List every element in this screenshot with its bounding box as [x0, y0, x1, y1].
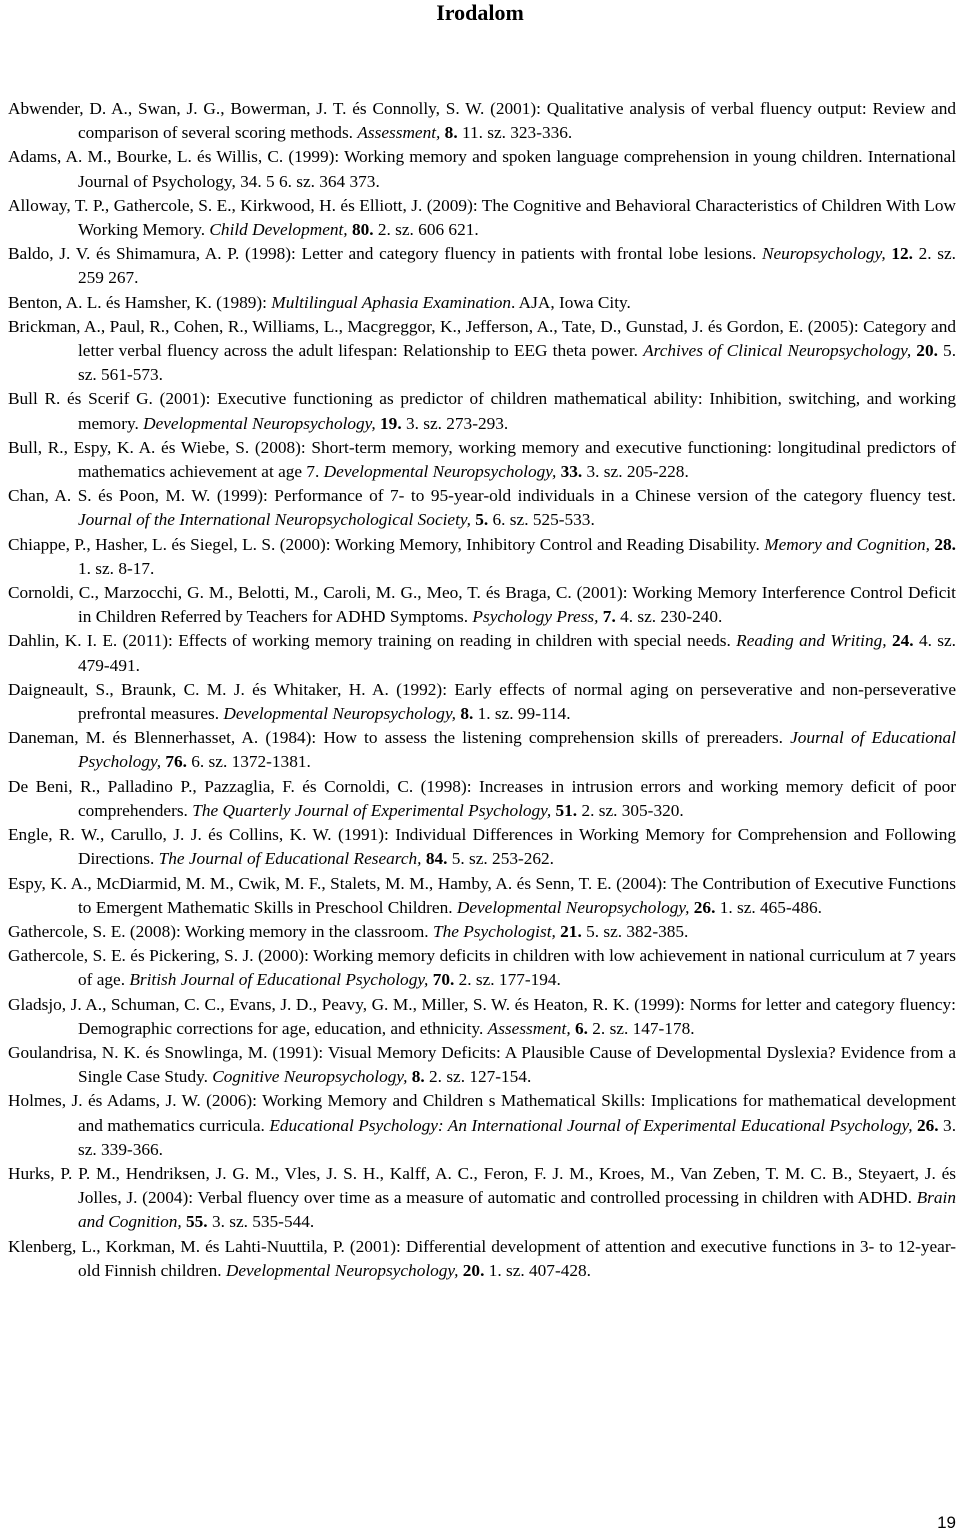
- reference-text: Espy, K. A., McDiarmid, M. M., Cwik, M. F., Stalets, M. M., Hamby, A. és Senn, T. E. (2004): The Contribution of Executive Functions to Emergent Mathematic Skills in Preschool Children.: [8, 873, 956, 917]
- reference-volume: 26.: [689, 897, 716, 917]
- reference-volume: 20.: [911, 341, 938, 361]
- reference-pages: 6. sz. 525-533.: [488, 510, 595, 530]
- reference-pages: 11. sz. 323-336.: [457, 123, 573, 143]
- reference-source: Developmental Neuropsychology,: [143, 413, 376, 433]
- reference-source: Brain and Cognition,: [78, 1188, 956, 1232]
- reference-pages: 5. sz. 382-385.: [581, 921, 689, 941]
- reference-volume: 51.: [551, 800, 578, 820]
- page-number: 19: [937, 1513, 956, 1532]
- reference-pages: 3. sz. 535-544.: [207, 1212, 315, 1232]
- reference-text: Klenberg, L., Korkman, M. és Lahti-Nuuttila, P. (2001): Differential development of attention and executive functions in 3- to 12-year-old Finnish children.: [8, 1236, 956, 1280]
- reference-pages: 3. sz. 205-228.: [582, 462, 689, 482]
- reference-source: Reading and Writing,: [736, 631, 887, 651]
- reference-source: Memory and Cognition,: [764, 534, 930, 554]
- reference-pages: . AJA, Iowa City.: [511, 292, 631, 312]
- reference-text: Holmes, J. és Adams, J. W. (2006): Working Memory and Children s Mathematical Skills: Implications for mathematical development and mathematics curricula.: [8, 1091, 956, 1135]
- reference-source: Psychology Press,: [472, 607, 599, 627]
- reference-entry: [8, 872, 956, 920]
- reference-text: Abwender, D. A., Swan, J. G., Bowerman, J. T. és Connolly, S. W. (2001): Qualitative analysis of verbal fluency output: Review and comparison of several scoring methods.: [8, 99, 956, 143]
- reference-pages: 4. sz. 479-491.: [78, 631, 956, 675]
- reference-volume: 84.: [421, 849, 448, 869]
- reference-volume: 76.: [161, 752, 187, 772]
- reference-volume: 33.: [556, 462, 583, 482]
- reference-volume: 6.: [570, 1018, 588, 1038]
- reference-text: Alloway, T. P., Gathercole, S. E., Kirkwood, H. és Elliott, J. (2009): The Cognitive and Behavioral Characteristics of Children With Low Working Memory.: [8, 195, 956, 240]
- reference-volume: 80.: [347, 220, 374, 240]
- reference-volume: 8.: [456, 704, 474, 724]
- page-title: Irodalom: [436, 0, 524, 25]
- reference-text: Gathercole, S. E. (2008): Working memory in the classroom.: [8, 921, 433, 941]
- reference-volume: 8.: [440, 123, 458, 143]
- reference-volume: 8.: [407, 1067, 425, 1087]
- reference-volume: 26.: [912, 1115, 939, 1135]
- reference-source: Educational Psychology: An International Journal of Experimental Educational Psychology,: [269, 1115, 913, 1135]
- reference-entry: [8, 775, 956, 823]
- reference-source: Developmental Neuropsychology,: [456, 897, 690, 917]
- reference-volume: 5.: [470, 510, 489, 530]
- reference-pages: 6. sz. 1372-1381.: [186, 752, 311, 772]
- reference-entry: [8, 920, 956, 944]
- reference-list: [8, 97, 956, 1283]
- reference-text: Brickman, A., Paul, R., Cohen, R., Williams, L., Macgreggor, K., Jefferson, A., Tate, D., Gunstad, J. és Gordon, E. (2005): Category and letter verbal fluency across the adult lifespan: Relationship to EEG theta power.: [8, 316, 956, 361]
- reference-text: Bull, R., Espy, K. A. és Wiebe, S. (2008): Short-term memory, working memory and executive functioning: longitudinal predictors of mathematics achievement at age 7.: [8, 437, 956, 482]
- reference-pages: 2. sz. 147-178.: [587, 1018, 695, 1038]
- reference-pages: 2. sz. 177-194.: [454, 970, 561, 990]
- reference-entry: [8, 484, 956, 532]
- reference-volume: 70.: [428, 970, 455, 990]
- reference-text: Daneman, M. és Blennerhasset, A. (1984): How to assess the listening comprehension skills of prereaders.: [8, 728, 791, 748]
- reference-pages: 1. sz. 465-486.: [715, 897, 822, 917]
- reference-pages: 1. sz. 99-114.: [473, 704, 571, 724]
- reference-text: Bull R. és Scerif G. (2001): Executive functioning as predictor of children mathematical ability: Inhibition, switching, and working memory.: [8, 389, 956, 433]
- reference-entry: [8, 993, 956, 1041]
- reference-source: Neuropsychology,: [761, 244, 886, 264]
- reference-entry: [8, 387, 956, 435]
- reference-pages: 2. sz. 259 267.: [78, 244, 956, 288]
- reference-source: Assessment,: [487, 1018, 571, 1038]
- reference-entry: [8, 436, 956, 484]
- reference-text: Chan, A. S. és Poon, M. W. (1999): Performance of 7- to 95-year-old individuals in a Chinese version of the category fluency test.: [8, 486, 956, 506]
- reference-text: Adams, A. M., Bourke, L. és Willis, C. (1999): Working memory and spoken language comprehension in young children. International Journal of Psychology, 34. 5 6. sz. 364 373.: [8, 147, 956, 191]
- reference-pages: 5. sz. 561-573.: [78, 341, 957, 385]
- reference-volume: 19.: [375, 413, 402, 433]
- reference-text: Cornoldi, C., Marzocchi, G. M., Belotti, M., Caroli, M. G., Meo, T. és Braga, C. (2001): Working Memory Interference Control Deficit in Children Referred by Teachers for ADHD Symptoms.: [8, 583, 956, 627]
- reference-source: Multilingual Aphasia Examination: [271, 292, 511, 312]
- reference-text: Baldo, J. V. és Shimamura, A. P. (1998): Letter and category fluency in patients with frontal lobe lesions.: [8, 244, 762, 264]
- reference-entry: [8, 145, 956, 193]
- reference-source: Assessment,: [357, 123, 441, 143]
- reference-text: Dahlin, K. I. E. (2011): Effects of working memory training on reading in children with special needs.: [8, 631, 737, 651]
- reference-volume: 24.: [886, 631, 914, 651]
- reference-volume: 7.: [598, 607, 616, 627]
- reference-source: Child Development,: [209, 220, 348, 240]
- reference-pages: 3. sz. 273-293.: [401, 413, 509, 433]
- reference-source: Developmental Neuropsychology,: [223, 704, 456, 724]
- reference-source: Archives of Clinical Neuropsychology,: [643, 341, 912, 361]
- reference-volume: 12.: [885, 244, 913, 264]
- reference-source: Developmental Neuropsychology,: [225, 1260, 459, 1280]
- reference-text: Goulandrisa, N. K. és Snowlinga, M. (1991): Visual Memory Deficits: A Plausible Cause of Developmental Dyslexia? Evidence from a Single Case Study.: [8, 1042, 956, 1087]
- reference-entry: [8, 1089, 956, 1162]
- reference-entry: [8, 1162, 956, 1235]
- reference-source: British Journal of Educational Psychology,: [129, 970, 429, 990]
- reference-volume: 20.: [458, 1260, 485, 1280]
- reference-pages: 2. sz. 606 621.: [373, 220, 479, 240]
- reference-pages: 2. sz. 305-320.: [577, 800, 684, 820]
- reference-pages: 5. sz. 253-262.: [447, 849, 554, 869]
- reference-entry: [8, 194, 956, 242]
- reference-volume: 28.: [929, 534, 956, 554]
- reference-text: Gladsjo, J. A., Schuman, C. C., Evans, J. D., Peavy, G. M., Miller, S. W. és Heaton, R. K. (1999): Norms for letter and category fluency: Demographic corrections for age, education, and ethnicity.: [8, 994, 956, 1038]
- reference-text: Engle, R. W., Carullo, J. J. és Collins, K. W. (1991): Individual Differences in Working Memory for Comprehension and Following Directions.: [8, 825, 956, 869]
- reference-entry: [8, 678, 956, 726]
- reference-entry: [8, 581, 956, 629]
- reference-text: Hurks, P. P. M., Hendriksen, J. G. M., Vles, J. S. H., Kalff, A. C., Feron, F. J. M., Kroes, M., Van Zeben, T. M. C. B., Steyaert, J. és Jolles, J. (2004): Verbal fluency over time as a measure of automatic and controlled processing in children with ADHD.: [8, 1163, 956, 1208]
- reference-entry: [8, 242, 956, 290]
- reference-source: Journal of the International Neuropsychological Society,: [78, 510, 471, 530]
- reference-entry: [8, 1235, 956, 1283]
- reference-source: Developmental Neuropsychology,: [323, 462, 557, 482]
- reference-source: Cognitive Neuropsychology,: [212, 1067, 408, 1087]
- reference-entry: [8, 533, 956, 581]
- reference-text: De Beni, R., Palladino P., Pazzaglia, F. és Cornoldi, C. (1998): Increases in intrusion errors and working memory deficit of poor comprehenders.: [8, 776, 956, 820]
- reference-text: Daigneault, S., Braunk, C. M. J. és Whitaker, H. A. (1992): Early effects of normal aging on perseverative and non-perseverative prefrontal measures.: [8, 679, 956, 724]
- reference-source: The Psychologist,: [432, 921, 556, 941]
- reference-entry: [8, 315, 956, 388]
- reference-pages: 3. sz. 339-366.: [78, 1115, 957, 1159]
- reference-text: Chiappe, P., Hasher, L. és Siegel, L. S. (2000): Working Memory, Inhibitory Control and Reading Disability.: [8, 534, 765, 554]
- reference-entry: [8, 97, 956, 145]
- reference-source: The Journal of Educational Research,: [158, 849, 422, 869]
- reference-volume: 55.: [181, 1212, 208, 1232]
- reference-entry: [8, 291, 956, 315]
- reference-pages: 2. sz. 127-154.: [424, 1067, 532, 1087]
- reference-pages: 1. sz. 8-17.: [78, 558, 155, 578]
- reference-text: Gathercole, S. E. és Pickering, S. J. (2000): Working memory deficits in children with low achievement in national curriculum at 7 years of age.: [8, 946, 956, 990]
- reference-entry: [8, 726, 956, 774]
- reference-entry: [8, 823, 956, 871]
- reference-source: The Quarterly Journal of Experimental Psychology,: [192, 800, 552, 820]
- reference-pages: 1. sz. 407-428.: [484, 1260, 591, 1280]
- reference-pages: 4. sz. 230-240.: [615, 607, 723, 627]
- reference-text: Benton, A. L. és Hamsher, K. (1989):: [8, 292, 272, 312]
- reference-entry: [8, 944, 956, 992]
- reference-source: Journal of Educational Psychology,: [78, 728, 956, 772]
- reference-volume: 21.: [555, 921, 582, 941]
- reference-entry: [8, 1041, 956, 1089]
- reference-entry: [8, 629, 956, 677]
